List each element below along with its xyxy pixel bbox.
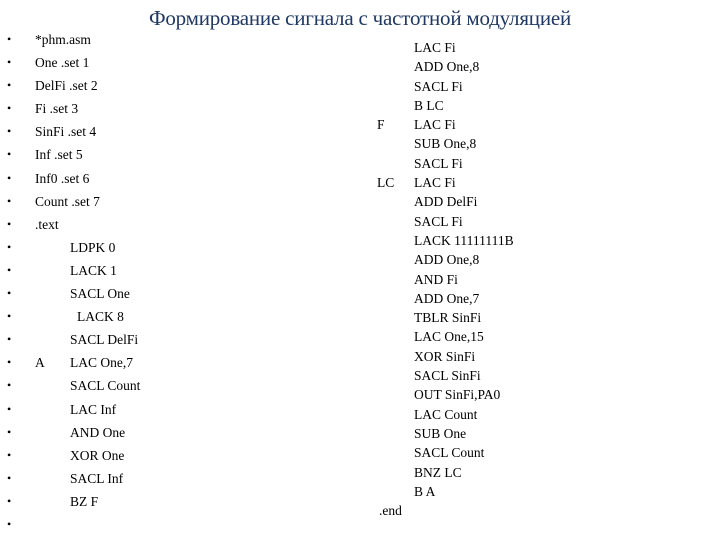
code-line — [377, 154, 677, 173]
code-text: SACL Fi — [414, 155, 463, 171]
code-text: TBLR SinFi — [414, 310, 482, 326]
code-text: Inf0 .set 6 — [35, 170, 90, 186]
code-line — [0, 74, 360, 97]
code-text: XOR One — [70, 447, 125, 463]
slide-title: Формирование сигнала с частотной модуляцией — [148, 6, 572, 30]
bullet-icon: • — [7, 378, 12, 393]
code-line — [0, 51, 360, 74]
code-text: B LC — [414, 97, 444, 113]
code-line — [0, 351, 360, 374]
code-line — [377, 424, 677, 443]
code-text: LAC One,15 — [414, 329, 484, 345]
code-line — [377, 308, 677, 327]
code-text: SUB One,8 — [414, 136, 477, 152]
code-line — [0, 490, 360, 513]
code-line — [0, 282, 360, 305]
code-line — [0, 467, 360, 490]
bullet-icon: • — [7, 239, 12, 254]
code-line — [377, 173, 677, 192]
bullet-icon: • — [7, 424, 12, 439]
bullet-icon: • — [7, 55, 12, 70]
code-line — [377, 250, 677, 269]
code-text: ADD One,7 — [414, 290, 480, 306]
code-text: LAC Fi — [414, 117, 456, 133]
code-line — [0, 97, 360, 120]
bullet-icon: • — [7, 78, 12, 93]
code-text: Fi .set 3 — [35, 101, 79, 117]
code-text: LAC Fi — [414, 175, 456, 191]
code-line — [0, 513, 360, 536]
code-line — [377, 270, 677, 289]
code-text: *phm.asm — [35, 32, 91, 47]
bullet-icon: • — [7, 147, 12, 162]
code-line — [0, 28, 360, 51]
code-line — [377, 443, 677, 462]
code-line — [377, 77, 677, 96]
code-label: F — [377, 117, 385, 133]
code-text: LACK 11111111B — [414, 232, 514, 248]
code-line — [0, 213, 360, 236]
code-text: Inf .set 5 — [35, 147, 83, 163]
bullet-icon: • — [7, 286, 12, 301]
code-line — [377, 347, 677, 366]
code-text: LACK 8 — [77, 309, 124, 325]
code-text: ADD One,8 — [414, 252, 480, 268]
code-text: SACL Inf — [70, 470, 124, 486]
code-text: One .set 1 — [35, 55, 90, 71]
right-code-column — [377, 38, 677, 520]
code-line — [0, 305, 360, 328]
code-line — [377, 115, 677, 134]
code-text: XOR SinFi — [414, 348, 476, 364]
bullet-icon: • — [7, 470, 12, 485]
code-text: BZ F — [70, 493, 99, 509]
bullet-icon: • — [7, 447, 12, 462]
code-text: SACL Fi — [414, 78, 463, 94]
code-line — [0, 444, 360, 467]
code-text: LAC One,7 — [70, 355, 133, 371]
code-text: SinFi .set 4 — [35, 124, 97, 140]
code-text: B A — [414, 483, 436, 499]
code-line — [377, 38, 677, 57]
code-label: A — [35, 355, 45, 371]
bullet-icon: • — [7, 32, 12, 46]
bullet-icon: • — [7, 493, 12, 508]
code-line — [0, 120, 360, 143]
left-code-list — [0, 28, 360, 536]
code-text: BNZ LC — [414, 464, 462, 480]
bullet-icon: • — [7, 193, 12, 208]
code-line — [0, 167, 360, 190]
code-line — [0, 190, 360, 213]
code-line — [0, 328, 360, 351]
code-text: .text — [35, 216, 59, 232]
code-text: AND Fi — [414, 271, 458, 287]
bullet-icon: • — [7, 262, 12, 277]
bullet-icon: • — [7, 355, 12, 370]
code-line — [377, 366, 677, 385]
bullet-icon: • — [7, 401, 12, 416]
code-label: .end — [379, 503, 402, 519]
code-text: LAC Inf — [70, 401, 117, 417]
code-text: SACL Count — [414, 445, 485, 461]
bullet-icon: • — [7, 124, 12, 139]
code-text: LACK 1 — [70, 262, 117, 278]
code-line — [377, 405, 677, 424]
code-text: SACL SinFi — [414, 368, 481, 384]
code-line — [377, 482, 677, 501]
code-text: OUT SinFi,PA0 — [414, 387, 501, 403]
bullet-icon: • — [7, 516, 12, 531]
code-line — [0, 259, 360, 282]
code-text: Count .set 7 — [35, 193, 100, 209]
code-label: LC — [377, 175, 395, 191]
code-line — [0, 398, 360, 421]
code-text: SACL Fi — [414, 213, 463, 229]
code-text: SACL One — [70, 286, 130, 302]
bullet-icon: • — [7, 170, 12, 185]
code-line — [377, 134, 677, 153]
code-line — [377, 96, 677, 115]
code-line — [377, 289, 677, 308]
code-text: SACL DelFi — [70, 332, 139, 348]
code-line — [0, 374, 360, 397]
code-text: LDPK 0 — [70, 239, 116, 255]
code-text: ADD DelFi — [414, 194, 478, 210]
code-line — [377, 327, 677, 346]
code-text: ADD One,8 — [414, 59, 480, 75]
code-line — [377, 192, 677, 211]
code-line — [377, 231, 677, 250]
code-line — [0, 143, 360, 166]
code-line — [377, 212, 677, 231]
bullet-icon: • — [7, 216, 12, 231]
code-text: DelFi .set 2 — [35, 78, 98, 94]
bullet-icon: • — [7, 309, 12, 324]
code-text: SACL Count — [70, 378, 141, 394]
code-line — [0, 421, 360, 444]
code-line — [377, 501, 677, 520]
code-text: AND One — [70, 424, 126, 440]
code-text: LAC Count — [414, 406, 478, 422]
bullet-icon: • — [7, 101, 12, 116]
code-line — [377, 57, 677, 76]
code-line — [377, 385, 677, 404]
code-line — [377, 463, 677, 482]
code-text: LAC Fi — [414, 40, 456, 55]
code-line — [0, 236, 360, 259]
bullet-icon: • — [7, 332, 12, 347]
code-text: SUB One — [414, 425, 467, 441]
